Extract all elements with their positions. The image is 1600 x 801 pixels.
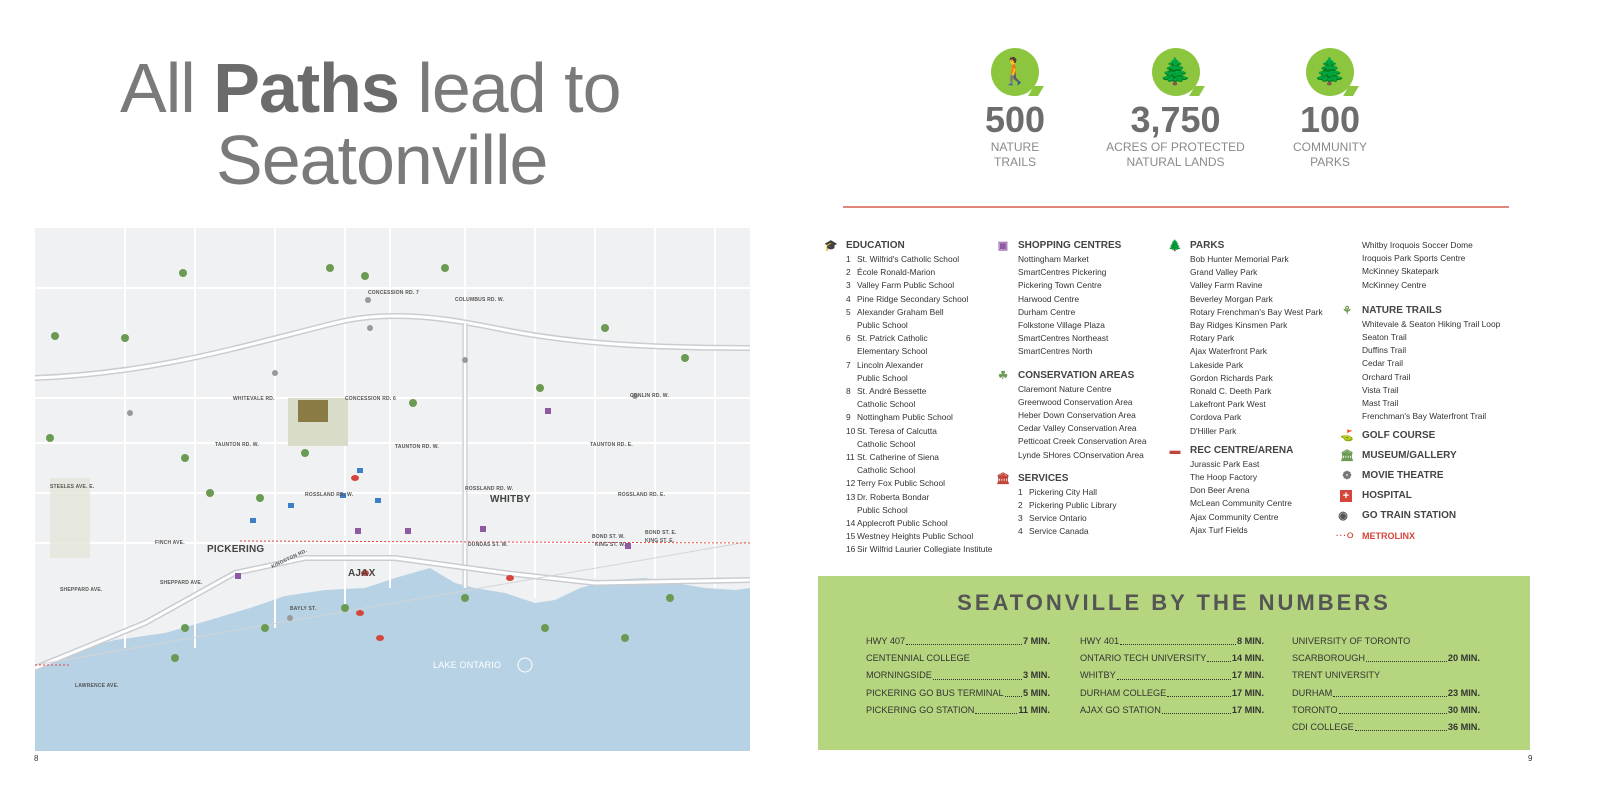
stat-protected-lands [1098, 48, 1253, 170]
legend-item: Rotary Park [1190, 333, 1235, 344]
numbers-time: 30 MIN. [1447, 704, 1480, 715]
legend-item [846, 411, 1006, 424]
legend-item-number: 8 [846, 386, 851, 397]
page-number-right: 9 [1528, 754, 1533, 763]
divider-rule [843, 206, 1509, 208]
numbers-place: CDI COLLEGE [1292, 721, 1354, 732]
legend-item [1018, 486, 1168, 499]
legend-item-number: 15 [846, 531, 856, 542]
numbers-time: 17 MIN. [1231, 687, 1264, 698]
numbers-time: 8 MIN. [1236, 636, 1264, 646]
legend-item: Orchard Trail [1362, 371, 1411, 382]
numbers-time: 17 MIN. [1231, 670, 1264, 681]
legend-item: Don Beer Arena [1190, 485, 1250, 496]
legend-item: Folkstone Village Plaza [1018, 320, 1105, 331]
legend-metrolinx: METROLINX [1362, 531, 1415, 542]
legend-heading: REC CENTRE/ARENA [1190, 444, 1294, 456]
map-label-rossland-w: ROSSLAND RD. W. [305, 492, 354, 498]
legend-item: McKinney Skatepark [1362, 266, 1439, 277]
government-building-icon: 🏛 [996, 472, 1010, 485]
legend-item-text: Sir Wilfrid Laurier Collegiate Institute [857, 544, 993, 555]
map-label-lake-ontario: LAKE ONTARIO [433, 660, 502, 670]
numbers-row [1080, 633, 1264, 650]
title-post: lead to [398, 49, 621, 127]
legend-item-text: Public School [857, 504, 908, 515]
legend-item: Harwood Centre [1018, 293, 1079, 304]
legend-item: Grand Valley Park [1190, 267, 1258, 278]
numbers-row [1292, 667, 1480, 684]
legend-item [846, 425, 1006, 438]
numbers-leader [1167, 685, 1231, 697]
arena-icon: ▬ [1169, 444, 1181, 457]
stat-label: TRAILS [993, 155, 1036, 169]
legend-item-number: 14 [846, 518, 856, 529]
legend-item-text: Elementary School [857, 346, 928, 357]
numbers-row [1292, 633, 1480, 650]
legend-item: Valley Farm Ravine [1190, 280, 1263, 291]
hospital-icon: + [1340, 490, 1352, 502]
legend-item [1018, 499, 1168, 512]
numbers-leader [1366, 650, 1447, 662]
legend-heading: SHOPPING CENTRES [1018, 240, 1122, 251]
legend-item: D'Hiller Park [1190, 425, 1237, 436]
title-line2: Seatonville [216, 121, 548, 199]
numbers-place: SCARBOROUGH [1292, 653, 1365, 664]
legend-item [846, 332, 1006, 345]
numbers-row [866, 685, 1050, 702]
legend-item-text: École Ronald-Marion [857, 267, 936, 278]
numbers-place: PICKERING GO BUS TERMINAL [866, 687, 1004, 698]
numbers-place: WHITBY [1080, 670, 1116, 681]
legend-item-text: Applecroft Public School [857, 518, 948, 529]
legend-item [1018, 525, 1168, 538]
map-label-rossland-w2: ROSSLAND RD. W. [465, 486, 514, 492]
legend-item-text: Valley Farm Public School [857, 280, 955, 291]
legend-item [846, 451, 1006, 464]
legend-item-text: Service Ontario [1029, 513, 1087, 524]
legend-item-number: 12 [846, 478, 856, 489]
map-label-lawrence: LAWRENCE AVE. [75, 683, 119, 689]
tree-icon: 🌲 [1168, 240, 1182, 252]
numbers-place: DURHAM [1292, 687, 1333, 698]
legend-item-number: 3 [846, 280, 851, 291]
numbers-leader [1120, 633, 1236, 645]
stat-nature-trails [960, 48, 1070, 170]
numbers-leader [1162, 702, 1231, 714]
map-label-bond-w: BOND ST. W. [592, 534, 625, 540]
map-graphic [35, 228, 750, 751]
go-train-icon: ◉ [1338, 510, 1348, 523]
numbers-place: DURHAM COLLEGE [1080, 687, 1167, 698]
legend-item [846, 530, 1006, 543]
numbers-place: HWY 407 [866, 636, 906, 646]
legend-item [846, 372, 1006, 385]
numbers-time: 23 MIN. [1447, 687, 1480, 698]
legend-item: Duffins Trail [1362, 345, 1407, 356]
map-label-taunton-w2: TAUNTON RD. W. [395, 444, 440, 450]
numbers-place: TORONTO [1292, 704, 1338, 715]
legend-col-3 [1168, 239, 1340, 537]
legend-item: The Hoop Factory [1190, 472, 1258, 483]
legend-item-number: 11 [846, 452, 855, 463]
legend-item-text: St. André Bessette [857, 386, 927, 397]
legend-item: Cordova Park [1190, 412, 1242, 423]
numbers-col-1 [866, 633, 1050, 719]
legend-golf: GOLF COURSE [1362, 430, 1436, 442]
services-list [1018, 486, 1168, 539]
map-label-conlin: CONLIN RD. W. [630, 393, 669, 399]
legend-heading: SERVICES [1018, 472, 1069, 484]
legend-education [824, 239, 1006, 557]
title-pre: All [120, 49, 214, 127]
legend-item-text: Alexander Graham Bell [857, 306, 944, 317]
legend-item: Frenchman's Bay Waterfront Trail [1362, 411, 1487, 422]
legend-item-text: Lincoln Alexander [857, 359, 924, 370]
metrolinx-icon: ···⭘ [1336, 531, 1355, 541]
legend-item [1018, 512, 1168, 525]
numbers-place: PICKERING GO STATION [866, 704, 975, 715]
map-label-bayly: BAYLY ST. [290, 606, 317, 612]
legend-item [846, 491, 1006, 504]
legend-col-4 [1336, 239, 1532, 549]
page-number-left: 8 [34, 754, 39, 763]
legend-item-number: 1 [846, 254, 851, 264]
stat-label: COMMUNITY [1293, 140, 1367, 154]
legend-movie: MOVIE THEATRE [1362, 470, 1444, 482]
legend-item [846, 517, 1006, 530]
legend-item [846, 398, 1006, 411]
legend-item [846, 359, 1006, 372]
legend-item [846, 504, 1006, 517]
numbers-place: MORNINGSIDE [866, 670, 932, 681]
legend-item: Cedar Trail [1362, 358, 1403, 369]
numbers-leader [933, 667, 1022, 679]
legend-item: McLean Community Centre [1190, 498, 1292, 509]
numbers-place: HWY 401 [1080, 636, 1120, 646]
numbers-place: ONTARIO TECH UNIVERSITY [1080, 653, 1207, 664]
map-label-bond-e: BOND ST. E. [645, 530, 677, 536]
legend-item-text: Pickering City Hall [1029, 486, 1097, 497]
legend-heading: EDUCATION [846, 240, 905, 251]
legend-item-text: Service Canada [1029, 526, 1089, 537]
legend-item: Cedar Valley Conservation Area [1018, 423, 1137, 434]
legend-heading: PARKS [1190, 240, 1225, 251]
legend-item-text: St. Wilfrid's Catholic School [857, 254, 960, 264]
legend-heading: CONSERVATION AREAS [1018, 369, 1135, 381]
map-label-sheppard-2: SHEPPARD AVE. [60, 587, 103, 593]
parks-list [1190, 253, 1340, 438]
shopping-list [1018, 253, 1168, 359]
legend-item: SmartCentres Northeast [1018, 333, 1109, 344]
numbers-leader [975, 702, 1017, 714]
legend-item: Vista Trail [1362, 384, 1399, 395]
conservation-list [1018, 383, 1168, 462]
legend-item [846, 438, 1006, 451]
title-bold: Paths [213, 49, 399, 127]
legend-item: Ajax Turf Fields [1190, 524, 1248, 535]
stat-label: NATURAL LANDS [1126, 155, 1225, 169]
numbers-row [1080, 650, 1264, 667]
numbers-place: CENTENNIAL COLLEGE [866, 653, 970, 664]
legend-item: Mast Trail [1362, 398, 1399, 409]
numbers-time: 11 MIN. [1018, 704, 1050, 715]
legend-hospital: HOSPITAL [1362, 490, 1412, 502]
legend-item: Claremont Nature Centre [1018, 383, 1112, 394]
legend-item [846, 279, 1006, 292]
legend-item: Ajax Waterfront Park [1190, 346, 1267, 357]
legend-item: Bob Hunter Memorial Park [1190, 254, 1289, 264]
legend-item [846, 319, 1006, 332]
legend-item-text: Pine Ridge Secondary School [857, 293, 969, 304]
stat-label: NATURE [990, 140, 1040, 154]
legend-item: Greenwood Conservation Area [1018, 396, 1133, 407]
numbers-time: 3 MIN. [1022, 670, 1050, 681]
legend-item-number: 2 [846, 267, 851, 278]
area-map [35, 228, 750, 751]
numbers-col-2 [1080, 633, 1264, 719]
numbers-row [1292, 719, 1480, 736]
numbers-row [1080, 702, 1264, 719]
legend-item: Seaton Trail [1362, 332, 1407, 343]
legend-item: Iroquois Park Sports Centre [1362, 253, 1466, 264]
map-label-taunton-w: TAUNTON RD. W. [215, 442, 260, 448]
legend-item: Durham Centre [1018, 306, 1076, 317]
map-label-pickering: PICKERING [207, 544, 265, 555]
legend-item: Ronald C. Deeth Park [1190, 386, 1272, 397]
numbers-leader [1117, 667, 1231, 679]
legend-item: Lakefront Park West [1190, 399, 1266, 410]
numbers-time: 36 MIN. [1447, 721, 1480, 732]
legend-item: McKinney Centre [1362, 279, 1427, 290]
legend-item-text: Public School [857, 320, 908, 331]
numbers-leader [906, 633, 1022, 645]
legend-item-number: 13 [846, 491, 856, 502]
map-label-concession-6: CONCESSION RD. 6 [345, 396, 396, 402]
numbers-time: 14 MIN. [1231, 653, 1264, 664]
lake-ontario-water [35, 568, 750, 751]
map-label-sheppard: SHEPPARD AVE. [160, 580, 203, 586]
map-label-finch: FINCH AVE. [155, 540, 185, 546]
conservation-hands-icon: ☘ [998, 369, 1008, 382]
stat-number: 3,750 [1130, 99, 1221, 140]
legend-col-2 [996, 239, 1168, 539]
legend-item-text: Pickering Public Library [1029, 500, 1117, 511]
legend-item-number: 16 [846, 544, 856, 555]
numbers-heading: SEATONVILLE BY THE NUMBERS [957, 590, 1391, 615]
museum-icon: 🏛 [1340, 450, 1354, 463]
numbers-leader [1355, 719, 1447, 731]
legend-item [846, 293, 1006, 306]
legend-item [846, 385, 1006, 398]
legend-item-number: 3 [1018, 513, 1023, 524]
map-label-columbus: COLUMBUS RD. W. [455, 297, 505, 303]
legend-museum: MUSEUM/GALLERY [1362, 450, 1457, 462]
legend-item: SmartCentres North [1018, 346, 1093, 357]
map-label-taunton-e: TAUNTON RD. E. [590, 442, 633, 448]
numbers-row [1292, 685, 1480, 702]
stat-number: 100 [1299, 99, 1361, 140]
map-label-king-e: KING ST. E. [645, 538, 675, 544]
legend-item [846, 306, 1006, 319]
numbers-place: AJAX GO STATION [1080, 704, 1161, 715]
legend-item-text: St. Teresa of Calcutta [857, 425, 937, 436]
map-label-king-w: KING ST. W. [595, 542, 626, 548]
map-label-rossland-e: ROSSLAND RD. E. [618, 492, 666, 498]
hands-trees-icon: 🌲 [1152, 48, 1200, 96]
legend-item: Lynde SHores COnservation Area [1018, 449, 1144, 460]
golf-icon: ⛳ [1340, 430, 1354, 443]
map-label-ajax: AJAX [348, 568, 376, 579]
legend-item: SmartCentres Pickering [1018, 267, 1107, 278]
legend-heading: NATURE TRAILS [1362, 304, 1442, 316]
education-list [846, 253, 1006, 557]
numbers-panel [818, 576, 1530, 750]
numbers-time: 17 MIN. [1231, 704, 1264, 715]
legend-item: Pickering Town Centre [1018, 280, 1102, 291]
map-label-kingston: KINGSTON RD. [270, 548, 309, 570]
film-reel-icon: ❁ [1342, 470, 1352, 483]
legend-item: Bay Ridges Kinsmen Park [1190, 320, 1288, 331]
numbers-time: 20 MIN. [1447, 653, 1480, 664]
legend-item: Petticoat Creek Conservation Area [1018, 436, 1147, 447]
map-label-concession-7: CONCESSION RD. 7 [368, 290, 419, 296]
legend-item-text: Terry Fox Public School [857, 478, 945, 489]
legend-item-number: 10 [846, 425, 856, 436]
legend-item-number: 4 [846, 293, 851, 304]
numbers-row [1080, 667, 1264, 684]
graduation-cap-icon: 🎓 [824, 240, 838, 252]
stat-label: ACRES OF PROTECTED [1106, 140, 1245, 154]
trails-list [1362, 318, 1532, 424]
legend-item [846, 477, 1006, 490]
legend-item: Rotary Frenchman's Bay West Park [1190, 306, 1323, 317]
numbers-time: 5 MIN. [1022, 687, 1050, 698]
legend-item: Whitby Iroquois Soccer Dome [1362, 240, 1473, 250]
rec-list [1190, 458, 1340, 537]
legend-item-number: 5 [846, 306, 851, 317]
stat-number: 500 [984, 99, 1046, 140]
legend-item-number: 2 [1018, 500, 1023, 511]
numbers-col-3 [1292, 633, 1480, 736]
legend-item: Jurassic Park East [1190, 458, 1260, 469]
legend-item-text: St. Patrick Catholic [857, 333, 928, 344]
legend-item-text: Nottingham Public School [857, 412, 953, 423]
map-label-dundas: DUNDAS ST. W. [468, 542, 508, 548]
legend-item: Ajax Community Centre [1190, 511, 1279, 522]
legend-item [846, 345, 1006, 358]
numbers-row [866, 667, 1050, 684]
legend-item [846, 253, 1006, 266]
map-label-whitevale: WHITEVALE RD. [233, 396, 275, 402]
legend-item: Heber Down Conservation Area [1018, 410, 1136, 421]
legend-item: Lakeside Park [1190, 359, 1244, 370]
legend-item-text: Catholic School [857, 465, 916, 476]
hiker-icon: 🚶 [991, 48, 1039, 96]
legend-item-number: 7 [846, 359, 851, 370]
stat-community-parks [1275, 48, 1385, 170]
numbers-row [866, 650, 1050, 667]
legend-item: Nottingham Market [1018, 254, 1089, 264]
legend-item-text: Catholic School [857, 438, 916, 449]
numbers-row [1292, 650, 1480, 667]
numbers-row [866, 633, 1050, 650]
legend-item-text: Public School [857, 372, 908, 383]
legend-go-train: GO TRAIN STATION [1362, 510, 1457, 522]
legend-item [846, 543, 1006, 556]
legend-item [846, 266, 1006, 279]
numbers-row [866, 702, 1050, 719]
legend-item [846, 464, 1006, 477]
numbers-leader [1339, 702, 1447, 714]
hiker-icon: ⚘ [1342, 304, 1352, 317]
shopping-bag-icon: ▣ [997, 240, 1009, 252]
more-rec-list [1362, 239, 1532, 292]
legend-item-text: St. Catherine of Siena [857, 452, 939, 463]
legend-item-number: 9 [846, 412, 851, 423]
numbers-time: 7 MIN. [1022, 636, 1050, 646]
legend-item: Gordon Richards Park [1190, 372, 1273, 383]
trees-icon: 🌲 [1306, 48, 1354, 96]
numbers-place: UNIVERSITY OF TORONTO [1292, 636, 1411, 646]
stat-label: PARKS [1310, 155, 1350, 169]
numbers-row [1292, 702, 1480, 719]
numbers-leader [1005, 685, 1022, 697]
legend-item: Whitevale & Seaton Hiking Trail Loop [1362, 318, 1501, 329]
map-label-whitby: WHITBY [490, 494, 531, 505]
numbers-leader [1207, 650, 1231, 662]
page-title [120, 49, 760, 199]
legend-item-number: 1 [1018, 486, 1023, 497]
legend-item-number: 4 [1018, 526, 1023, 537]
legend-item-number: 6 [846, 333, 851, 344]
legend-item: Beverley Morgan Park [1190, 293, 1273, 304]
legend-item-text: Westney Heights Public School [857, 531, 974, 542]
numbers-place: TRENT UNIVERSITY [1292, 670, 1381, 681]
numbers-row [1080, 685, 1264, 702]
numbers-leader [1333, 685, 1447, 697]
legend-item-text: Catholic School [857, 399, 916, 410]
legend-item-text: Dr. Roberta Bondar [857, 491, 930, 502]
map-label-steeles: STEELES AVE. E. [50, 484, 95, 490]
